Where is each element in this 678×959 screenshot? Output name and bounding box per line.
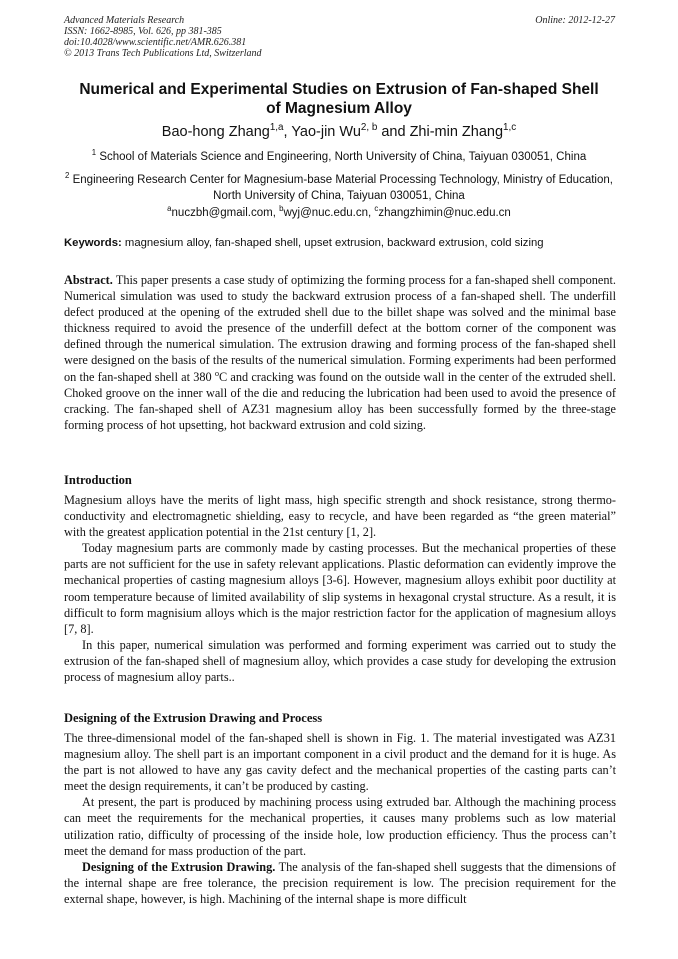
affiliation-1 xyxy=(50,149,628,165)
keywords-label: Keywords: xyxy=(64,237,122,249)
author-name: Zhi-min Zhang xyxy=(409,124,504,140)
abstract-text-pre: This paper presents a case study of optimizing the forming process for a fan-shaped shell component. Numerical simulation was used to study the backward extrusion process of a fan-shaped shell. The underfill defect produced at the opening of the extruded shell due to the billet shape was solved and the minimal base thickness required to avoid the presence of the underfill defect at the bottom corner of the component was defined through the numerical simulation. The extrusion drawing and forming process of the fan-shaped shell were designed on the basis of the results of the numerical simulation. Forming experiments had been performed on the fan-shaped shell at 380 xyxy=(64,273,616,384)
subsection-text: The analysis of the fan-shaped shell suggests that the dimensions of the internal shape are free tolerance, the precision requirement is low. The precision requirement for the external shape, however, is high. Machining of the internal shape is more difficult xyxy=(64,859,616,906)
author-list xyxy=(50,123,628,141)
title-line-1: Numerical and Experimental Studies on Extrusion of Fan-shaped Shell xyxy=(79,81,599,98)
issn-line: ISSN: 1662-8985, Vol. 626, pp 381-385 xyxy=(64,26,222,37)
author-name: Yao-jin Wu xyxy=(291,124,361,140)
abstract-text-post: C and cracking was found on the outside wall in the center of the extruded shell. Choked groove on the inner wall of the die and reducing the lubrication had been used to avoid the presence of cracking. The fan-shaped shell of AZ31 magnesium alloy has been successfully formed by the three-stage forming process of hot upsetting, hot backward extrusion and cold sizing. xyxy=(64,369,616,432)
author-separator: , xyxy=(283,124,292,140)
degree-mark: o xyxy=(214,368,220,378)
affiliation-text: Engineering Research Center for Magnesium-base Material Processing Technology, Ministry of Education, North University of China, Taiyuan 030051, China xyxy=(72,174,613,202)
email-mark: a xyxy=(167,204,172,214)
introduction-body xyxy=(64,492,616,685)
body-paragraph: In this paper, numerical simulation was performed and forming experiment was carried out to study the extrusion of the fan-shaped shell of magnesium alloy, which provides a case study for developing the extrusion process of magnesium alloy parts.. xyxy=(64,637,616,685)
journal-name: Advanced Materials Research xyxy=(64,15,185,26)
email-mark: c xyxy=(374,204,379,214)
body-paragraph: Today magnesium parts are commonly made by casting processes. But the mechanical properties of these parts are not sufficient for the use in safety relevant applications. Plastic deformation can evidently improve the mechanical properties of casting magnesium alloys [3-6]. However, magnesium alloys exhibit poor ductility at room temperature because of limited availability of slip systems in hexagonal crystal structure. As a result, it is difficult to form magnisium alloys which is the major restriction factor for the application of magnesium alloys [7, 8]. xyxy=(64,541,616,636)
email-mark: b xyxy=(279,204,284,214)
body-paragraph xyxy=(64,859,616,907)
keywords-text: magnesium alloy, fan-shaped shell, upset extrusion, backward extrusion, cold sizing xyxy=(124,237,544,249)
affiliation-text: School of Materials Science and Engineering, North University of China, Taiyuan 030051, China xyxy=(99,151,587,163)
design-body xyxy=(64,730,616,907)
subsection-heading: Designing of the Extrusion Drawing. xyxy=(82,859,276,874)
body-paragraph: The three-dimensional model of the fan-shaped shell is shown in Fig. 1. The material investigated was AZ31 magnesium alloy. The shell part is an important component in a civil product and the demand for it is huge. As the part is not allowed to have any gas cavity defect and the mechanical properties of the casting parts can’t meet the design requirements, it can’t be produced by casting. xyxy=(64,731,616,794)
email-address[interactable]: nuczbh@gmail.com, xyxy=(171,207,280,219)
email-address[interactable]: wyj@nuc.edu.cn, xyxy=(283,207,375,219)
section-heading-design: Designing of the Extrusion Drawing and Process xyxy=(64,711,323,725)
author-affiliation-mark: 2, b xyxy=(360,122,378,134)
abstract-paragraph xyxy=(64,272,616,433)
paper-title xyxy=(50,80,628,118)
author-affiliation-mark: 1,c xyxy=(503,122,517,134)
online-date: Online: 2012-12-27 xyxy=(535,15,615,26)
title-line-2: of Magnesium Alloy xyxy=(266,100,412,117)
author-affiliation-mark: 1,a xyxy=(269,122,284,134)
author-separator: and xyxy=(377,124,410,140)
email-list xyxy=(50,206,628,220)
abstract xyxy=(64,272,616,433)
body-paragraph: At present, the part is produced by machining process using extruded bar. Although the machining process can meet the requirements for the mechanical properties, it causes many problems such as low material utilization ratio, difficulty of processing of the inside hole, low production efficiency. Thus the process can’t meet the demand for mass production of the part. xyxy=(64,795,616,858)
affiliation-number: 1 xyxy=(91,148,97,158)
body-paragraph: Magnesium alloys have the merits of light mass, high specific strength and shock resistance, strong thermo-conductivity and electromagnetic shielding, easy to recycle, and have been regarded as “the green material” with the greatest application potential in the 21st century [1, 2]. xyxy=(64,493,616,540)
author-name: Bao-hong Zhang xyxy=(161,124,270,140)
keywords xyxy=(64,236,616,250)
affiliation-2 xyxy=(50,172,628,204)
copyright-line: © 2013 Trans Tech Publications Ltd, Switzerland xyxy=(64,48,262,59)
affiliation-number: 2 xyxy=(65,171,70,181)
doi-line: doi:10.4028/www.scientific.net/AMR.626.381 xyxy=(64,37,247,48)
abstract-label: Abstract. xyxy=(64,273,113,287)
journal-header xyxy=(64,15,262,59)
section-heading-introduction: Introduction xyxy=(64,473,132,487)
email-address[interactable]: zhangzhimin@nuc.edu.cn xyxy=(378,207,511,219)
